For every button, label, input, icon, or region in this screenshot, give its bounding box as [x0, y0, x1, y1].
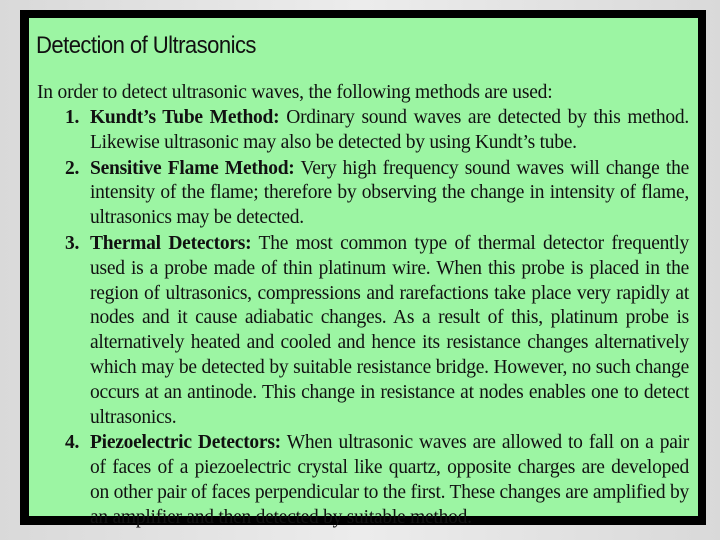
method-piezoelectric-detectors	[37, 431, 689, 530]
method-kundts-tube	[37, 106, 689, 156]
method-name: Kundt’s Tube Method:	[90, 107, 280, 128]
content-panel	[29, 18, 698, 528]
method-name: Thermal Detectors:	[90, 232, 252, 254]
intro-text: In order to detect ultrasonic waves, the following methods are used:	[37, 82, 553, 103]
method-sensitive-flame	[37, 157, 689, 231]
method-number: 3.	[65, 232, 80, 254]
method-description: When ultrasonic waves are allowed to fall on a pair of faces of a piezoelectric crystal like quartz, opposite charges are developed on other pair of faces perpendicular to the first. These changes are amplified by an amplifier and then detected by suitable method.	[90, 432, 690, 528]
method-description: The most common type of thermal detector frequently used is a probe made of thin platinum wire. When this probe is placed in the region of ultrasonics, compressions and rarefactions take place very rapidly at nodes and it cause adiabatic changes. As a result of this, platinum probe is alternatively heated and cooled and hence its resistance changes alternatively which may be detected by suitable resistance bridge. However, no such change occurs at an antinode. This change in resistance at nodes enables one to detect ultrasonics.	[90, 232, 689, 428]
method-name: Sensitive Flame Method:	[90, 157, 295, 179]
slide-title: Detection of Ultrasonics	[36, 32, 256, 59]
method-name: Piezoelectric Detectors:	[90, 432, 281, 454]
slide-frame	[20, 10, 706, 528]
method-thermal-detectors	[37, 232, 689, 430]
method-number: 4.	[65, 432, 80, 454]
method-description: Very high frequency sound waves will change the intensity of the flame; therefore by observing the change in intensity of flame, ultrasonics may be detected.	[90, 157, 689, 229]
method-number: 2.	[65, 157, 80, 179]
method-number: 1.	[65, 107, 80, 128]
methods-list	[37, 106, 689, 532]
method-description: Ordinary sound waves are detected by this method. Likewise ultrasonic may also be detected by using Kundt’s tube.	[90, 107, 689, 153]
